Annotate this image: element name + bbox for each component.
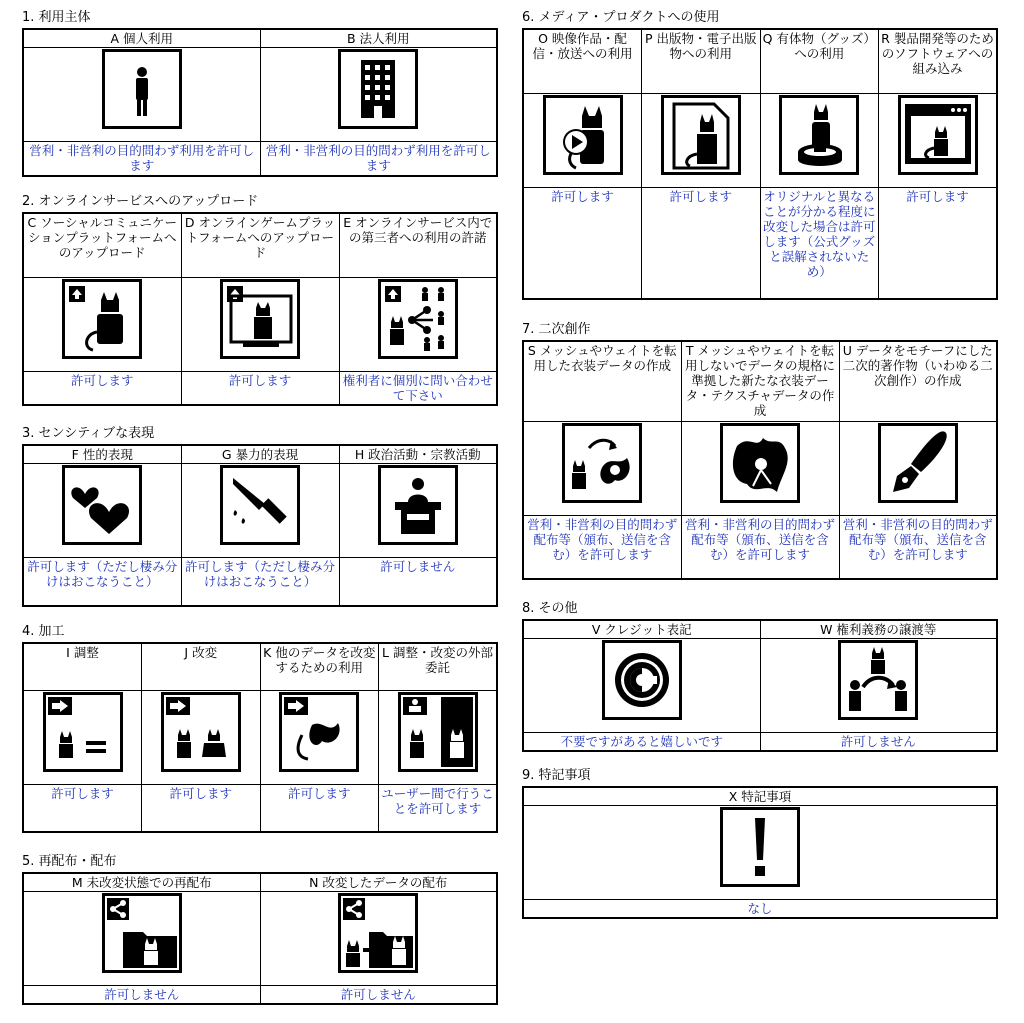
item-header: H 政治活動・宗教活動: [339, 445, 497, 464]
upload-monitor-cat-icon: [220, 279, 300, 359]
item-header: L 調整・改変の外部委託: [379, 643, 498, 690]
section-media-products: [522, 10, 998, 300]
license-table: [522, 619, 998, 752]
redistribute-folder-icon: [102, 893, 182, 973]
item-header: A 個人利用: [23, 29, 260, 48]
license-table: [22, 212, 498, 406]
item-value: 許可しません: [339, 558, 497, 606]
hearts-icon: [62, 465, 142, 545]
software-window-icon: [898, 95, 978, 175]
section-title: 6. メディア・プロダクトへの使用: [522, 10, 720, 25]
item-value: 許可しません: [260, 986, 497, 1005]
outsource-icon: [398, 692, 478, 772]
knife-icon: [220, 465, 300, 545]
license-table: [22, 642, 498, 833]
item-value: 許可します: [181, 371, 339, 405]
item-value: 許可します: [642, 187, 761, 299]
section-redistribution: [22, 854, 498, 1005]
item-value: オリジナルと異なることが分かる程度に改変した場合は許可します（公式グッズと誤解されないため）: [760, 187, 879, 299]
item-header: T メッシュやウェイトを転用しないでデータの規格に準拠した新たな衣装データ・テクスチャデータの作成: [681, 341, 839, 421]
item-value: 許可します: [23, 371, 181, 405]
item-header: P 出版物・電子出版物への利用: [642, 29, 761, 93]
video-cat-icon: [543, 95, 623, 175]
section-derivative-works: [522, 322, 998, 580]
item-header: I 調整: [23, 643, 142, 690]
item-header: U データをモチーフにした二次的著作物（いわゆる二次創作）の作成: [839, 341, 997, 421]
item-value: 営利・非営利の目的問わず利用を許可します: [23, 142, 260, 176]
license-table: [22, 444, 498, 607]
person-icon: [102, 49, 182, 129]
modify-icon: [161, 692, 241, 772]
publication-cat-icon: [661, 95, 741, 175]
item-header: E オンラインサービス内での第三者への利用の許諾: [339, 213, 497, 277]
item-header: X 特記事項: [523, 787, 997, 806]
section-online-upload: [22, 194, 498, 406]
item-header: N 改変したデータの配布: [260, 873, 497, 892]
upload-cat-icon: [62, 279, 142, 359]
item-value: 許可します: [23, 784, 142, 832]
item-header: O 映像作品・配信・放送への利用: [523, 29, 642, 93]
section-title: 5. 再配布・配布: [22, 854, 117, 869]
section-title: 7. 二次創作: [522, 322, 591, 337]
item-value: なし: [523, 900, 997, 919]
use-for-other-data-icon: [279, 692, 359, 772]
share-third-party-icon: [378, 279, 458, 359]
item-header: K 他のデータを改変するための利用: [260, 643, 379, 690]
license-table: [522, 340, 998, 580]
section-title: 1. 利用主体: [22, 10, 91, 25]
item-value: 許可します（ただし棲み分けはおこなうこと）: [23, 558, 181, 606]
item-header: B 法人利用: [260, 29, 497, 48]
figure-goods-icon: [779, 95, 859, 175]
item-header: C ソーシャルコミュニケーションプラットフォームへのアップロード: [23, 213, 181, 277]
license-table: [22, 872, 498, 1005]
item-value: 営利・非営利の目的問わず配布等（頒布、送信を含む）を許可します: [681, 515, 839, 579]
item-header: J 改変: [142, 643, 261, 690]
item-value: 許可しません: [760, 733, 997, 752]
item-value: 許可します: [523, 187, 642, 299]
section-processing: [22, 624, 498, 833]
building-icon: [338, 49, 418, 129]
distribute-modified-icon: [338, 893, 418, 973]
item-header: Q 有体物（グッズ）への利用: [760, 29, 879, 93]
item-value: 許可します: [260, 784, 379, 832]
copyright-icon: [602, 640, 682, 720]
adjust-icon: [43, 692, 123, 772]
section-title: 3. センシティブな表現: [22, 426, 155, 441]
item-header: F 性的表現: [23, 445, 181, 464]
item-value: 許可します: [142, 784, 261, 832]
item-header: R 製品開発等のためのソフトウェアへの組み込み: [879, 29, 998, 93]
pen-nib-icon: [878, 423, 958, 503]
section-usage-subject: [22, 10, 498, 177]
item-value: 許可しません: [23, 986, 260, 1005]
item-header: V クレジット表記: [523, 620, 760, 639]
license-table: [522, 28, 998, 300]
item-value: 営利・非営利の目的問わず配布等（頒布、送信を含む）を許可します: [523, 515, 681, 579]
section-special-notes: [522, 768, 998, 919]
podium-speaker-icon: [378, 465, 458, 545]
license-table: [522, 786, 998, 919]
item-value: ユーザー間で行うことを許可します: [379, 784, 498, 832]
exclamation-icon: [720, 807, 800, 887]
section-title: 8. その他: [522, 601, 578, 616]
item-value: 不要ですがあると嬉しいです: [523, 733, 760, 752]
item-value: 許可します（ただし棲み分けはおこなうこと）: [181, 558, 339, 606]
item-value: 営利・非営利の目的問わず配布等（頒布、送信を含む）を許可します: [839, 515, 997, 579]
section-title: 9. 特記事項: [522, 768, 591, 783]
section-other: [522, 601, 998, 752]
transfer-rights-icon: [838, 640, 918, 720]
section-title: 2. オンラインサービスへのアップロード: [22, 194, 259, 209]
item-value: 権利者に個別に問い合わせて下さい: [339, 371, 497, 405]
new-costume-icon: [720, 423, 800, 503]
section-sensitive-expression: [22, 426, 498, 607]
section-title: 4. 加工: [22, 624, 65, 639]
item-value: 許可します: [879, 187, 998, 299]
costume-reuse-icon: [562, 423, 642, 503]
item-header: W 権利義務の譲渡等: [760, 620, 997, 639]
license-table: [22, 28, 498, 177]
item-header: S メッシュやウェイトを転用した衣装データの作成: [523, 341, 681, 421]
item-value: 営利・非営利の目的問わず利用を許可します: [260, 142, 497, 176]
item-header: D オンラインゲームプラットフォームへのアップロード: [181, 213, 339, 277]
item-header: M 未改変状態での再配布: [23, 873, 260, 892]
item-header: G 暴力的表現: [181, 445, 339, 464]
